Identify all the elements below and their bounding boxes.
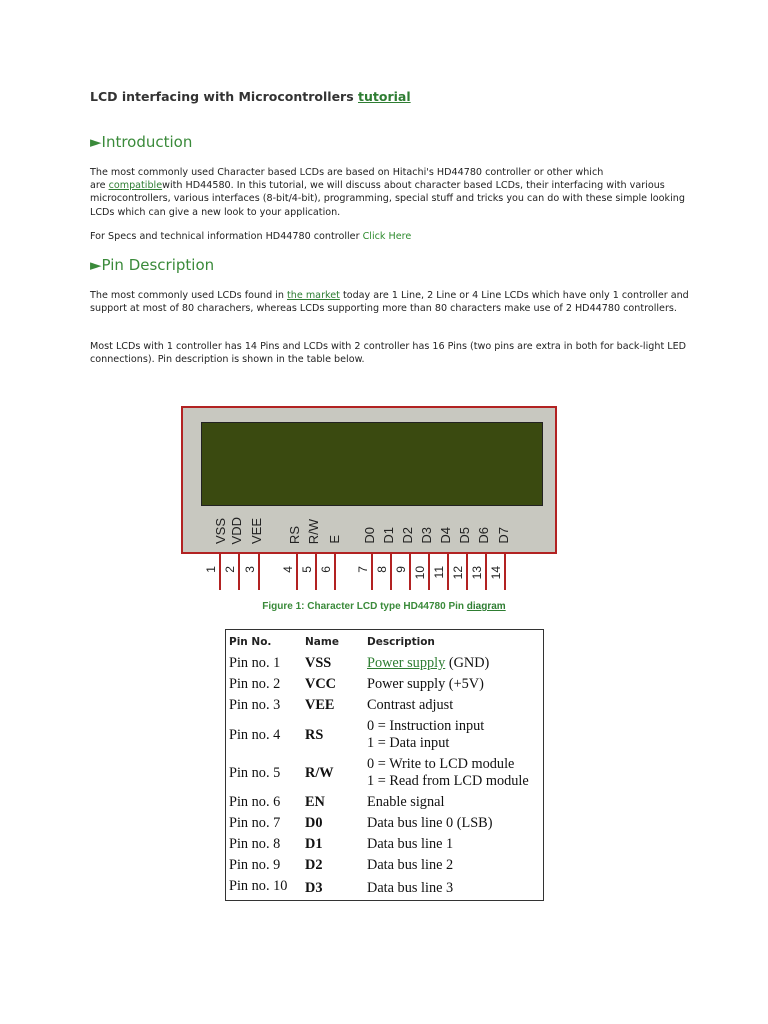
pin-cell: Pin no. 2 xyxy=(229,676,281,692)
description-cell: Data bus line 0 (LSB) xyxy=(367,815,493,831)
pin-label-d3: D3 xyxy=(419,527,434,544)
pin-leg-6 xyxy=(334,554,336,590)
pin-number-10: 10 xyxy=(413,566,427,580)
pin-description-heading: ►Pin Description xyxy=(90,256,215,274)
table-header-row xyxy=(226,630,544,654)
description-cell xyxy=(364,716,544,754)
pin-text-a: The most commonly used LCDs found in xyxy=(90,290,288,301)
figure-caption xyxy=(0,601,768,612)
pin-cell: Pin no. 4 xyxy=(229,726,281,743)
table-row xyxy=(226,674,544,695)
pin-label-d4: D4 xyxy=(438,527,453,544)
click-here-link[interactable]: Click Here xyxy=(362,231,412,242)
name-cell: D0 xyxy=(305,815,323,831)
name-cell: VSS xyxy=(305,655,332,671)
pin-leg-11 xyxy=(447,554,449,590)
pin-cell: Pin no. 5 xyxy=(229,764,281,781)
description-cell: Data bus line 2 xyxy=(367,857,454,873)
pin-label-vee: VEE xyxy=(249,517,264,544)
pin-leg-2 xyxy=(238,554,240,590)
description-text: (GND) xyxy=(445,655,490,671)
pin-number-14: 14 xyxy=(489,566,503,580)
pin-label-d7: D7 xyxy=(496,527,511,544)
pin-leg-8 xyxy=(390,554,392,590)
description-cell: Power supply (+5V) xyxy=(367,676,484,692)
pin-number-8: 8 xyxy=(375,566,389,573)
pin-leg-13 xyxy=(485,554,487,590)
pin-number-6: 6 xyxy=(319,566,333,573)
pin-leg-4 xyxy=(296,554,298,590)
pin-leg-12 xyxy=(466,554,468,590)
name-cell: RS xyxy=(305,726,324,743)
pin-table xyxy=(225,629,544,901)
pin-cell: Pin no. 7 xyxy=(229,815,281,831)
description-line-2: 1 = Data input xyxy=(367,735,450,751)
intro-paragraph xyxy=(90,166,690,219)
pin-number-1: 1 xyxy=(204,566,218,573)
pin-text-b: today are 1 Line, 2 Line or 4 Line LCDs which have only 1 controller and support at most of 80 charachers, whereas LCDs supporting more than 80 characters make use of 2 HD44780 controllers. xyxy=(90,290,689,315)
pin-number-5: 5 xyxy=(300,566,314,573)
table-row xyxy=(226,792,544,813)
lcd-module-diagram xyxy=(181,406,557,554)
pin-leg-7 xyxy=(371,554,373,590)
name-cell: D3 xyxy=(305,879,323,896)
description-cell: Contrast adjust xyxy=(367,697,454,713)
specs-paragraph xyxy=(90,230,690,243)
description-cell xyxy=(364,653,544,674)
description-cell: Data bus line 3 xyxy=(367,879,454,896)
pin-label-rw: R/W xyxy=(306,518,321,544)
pin-cell: Pin no. 9 xyxy=(229,857,281,873)
table-row xyxy=(226,855,544,876)
description-cell: Data bus line 1 xyxy=(367,836,454,852)
name-cell: VCC xyxy=(305,676,336,692)
pin-label-e: E xyxy=(327,535,342,544)
pin-cell: Pin no. 6 xyxy=(229,794,281,810)
name-cell: D2 xyxy=(305,857,323,873)
pin-number-3: 3 xyxy=(243,566,257,573)
table-row xyxy=(226,813,544,834)
pin-number-7: 7 xyxy=(356,566,370,573)
pin-number-12: 12 xyxy=(451,566,465,580)
table-row xyxy=(226,695,544,716)
figure-caption-text: Figure 1: Character LCD type HD44780 Pin xyxy=(262,601,467,612)
pin-leg-5 xyxy=(315,554,317,590)
page-title xyxy=(90,89,411,104)
table-row xyxy=(226,834,544,855)
pin-cell: Pin no. 1 xyxy=(229,655,281,671)
pin-label-d1: D1 xyxy=(381,527,396,544)
tutorial-link[interactable]: tutorial xyxy=(358,89,411,104)
pin-paragraph-2: Most LCDs with 1 controller has 14 Pins and LCDs with 2 controller has 16 Pins (two pins are extra in both for back-light LED connections). Pin description is shown in the table below. xyxy=(90,341,687,366)
pin-number-4: 4 xyxy=(281,566,295,573)
description-line-2: 1 = Read from LCD module xyxy=(367,773,529,789)
pin-label-d5: D5 xyxy=(457,527,472,544)
introduction-heading: ►Introduction xyxy=(90,133,193,151)
pin-leg-1 xyxy=(219,554,221,590)
description-cell xyxy=(364,754,544,792)
pin-label-vss: VSS xyxy=(213,517,228,544)
pin-leg-9 xyxy=(409,554,411,590)
page-title-text: LCD interfacing with Microcontrollers xyxy=(90,89,354,104)
pin-label-rs: RS xyxy=(287,525,302,544)
pin-cell: Pin no. 8 xyxy=(229,836,281,852)
table-row xyxy=(226,653,544,674)
pin-label-d6: D6 xyxy=(476,527,491,544)
name-cell: R/W xyxy=(305,764,334,781)
pin-number-13: 13 xyxy=(470,566,484,580)
description-line-1: 0 = Instruction input xyxy=(367,718,485,734)
pin-leg-3 xyxy=(258,554,260,590)
intro-text-b: are xyxy=(90,180,109,192)
specs-text: For Specs and technical information HD44780 controller xyxy=(90,231,363,242)
pin-number-2: 2 xyxy=(223,566,237,573)
intro-text-a: The most commonly used Character based LCDs are based on Hitachi's HD44780 controller or other which xyxy=(90,167,604,178)
description-cell: Enable signal xyxy=(367,794,445,810)
pin-cell: Pin no. 3 xyxy=(229,697,281,713)
header-name: Name xyxy=(305,636,339,648)
power-supply-link[interactable]: Power supply xyxy=(367,655,446,671)
lcd-screen xyxy=(201,422,543,506)
pin-number-11: 11 xyxy=(432,566,446,579)
name-cell: VEE xyxy=(305,697,335,713)
pin-leg-14 xyxy=(504,554,506,590)
pin-label-d2: D2 xyxy=(400,527,415,544)
name-cell: EN xyxy=(305,794,325,810)
pin-label-d0: D0 xyxy=(362,527,377,544)
pin-cell: Pin no. 10 xyxy=(229,878,288,894)
table-row xyxy=(226,754,544,792)
intro-text-c: with HD44580. In this tutorial, we will discuss about character based LCDs, their interfacing with various microcontrollers, various interfaces (8-bit/4-bit), programming, special stuff and tricks you can do with these simple looking LCDs which can give a new look to your application. xyxy=(90,180,685,218)
pin-number-9: 9 xyxy=(394,566,408,573)
table-row xyxy=(226,716,544,754)
name-cell: D1 xyxy=(305,836,323,852)
header-pin-no: Pin No. xyxy=(229,636,272,648)
pin-label-vdd: VDD xyxy=(229,516,244,544)
diagram-link[interactable]: diagram xyxy=(466,601,506,612)
the-market-link[interactable]: the market xyxy=(287,290,340,301)
compatible-link[interactable]: compatible xyxy=(108,180,163,192)
pin-leg-10 xyxy=(428,554,430,590)
pin-paragraph-1 xyxy=(90,289,690,315)
table-row xyxy=(226,876,544,901)
header-description: Description xyxy=(367,636,435,648)
description-line-1: 0 = Write to LCD module xyxy=(367,756,515,772)
